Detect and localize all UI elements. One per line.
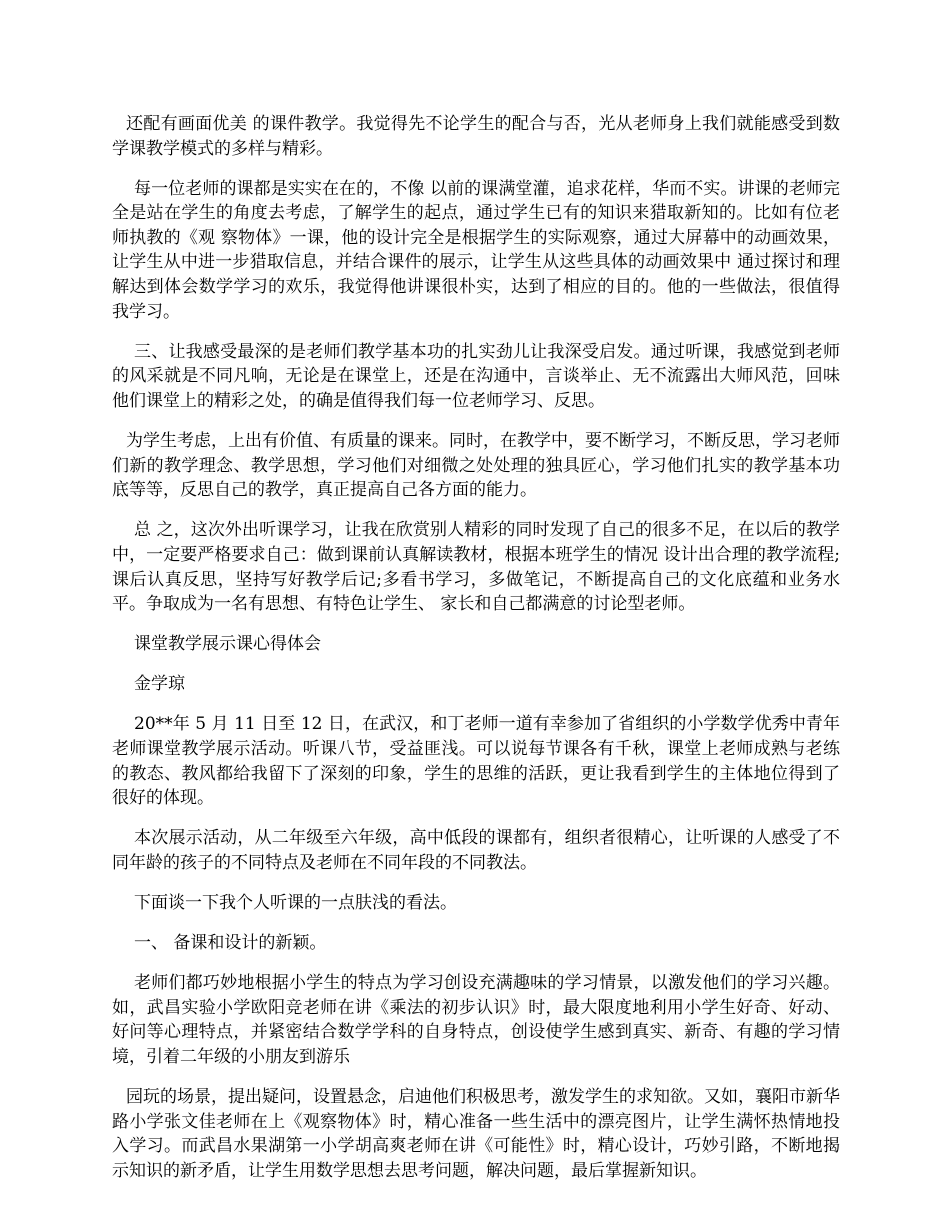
paragraph-event-scope: 本次展示活动，从二年级至六年级，高中低段的课都有，组织者很精心，让听课的人感受了不同年龄的孩子的不同特点及老师在不同年段的不同教法。 — [112, 828, 840, 873]
paragraph-learning-scenarios: 老师们都巧妙地根据小学生的特点为学习创设充满趣味的学习情景，以激发他们的学习兴趣。如，武昌实验小学欧阳竞老师在讲《乘法的初步认识》时，最大限度地利用小学生好奇、好动、好问等心理特点，并紧密结合数学学科的自身特点，创设使学生感到真实、新奇、有趣的学习情境，引着二年级的小朋友到游乐 — [112, 973, 840, 1067]
paragraph-teaching-skills: 三、让我感受最深的是老师们教学基本功的扎实劲儿让我深受启发。通过听课，我感觉到老师的风采就是不同凡响，无论是在课堂上，还是在沟通中，言谈举止、无不流露出大师风范，回味他们课堂上的精彩之处，的确是值得我们每一位老师学习、反思。 — [112, 341, 840, 411]
paragraph-summary: 总 之，这次外出听课学习，让我在欣赏别人精彩的同时发现了自己的很多不足，在以后的教学中，一定要严格要求自己：做到课前认真解读教材，根据本班学生的情况 设计出合理的教学流程;课后认真反思，坚持写好教学后记;多看书学习，多做笔记，不断提高自己的文化底蕴和业务水平。争取成为一名有思想、有特色让学生、 家长和自己都满意的讨论型老师。 — [112, 520, 840, 615]
paragraph-examples: 园玩的场景，提出疑问，设置悬念，启迪他们积极思考，激发学生的求知欲。又如，襄阳市新华路小学张文佳老师在上《观察物体》时，精心准备一些生活中的漂亮图片，让学生满怀热情地投入学习。而武昌水果湖第一小学胡高爽老师在讲《可能性》时，精心设计，巧妙引路，不断地揭示知识的新矛盾，让学生用数学思想去思考问题，解决问题，最后掌握新知识。 — [112, 1087, 840, 1181]
paragraph-courseware: 还配有画面优美 的课件教学。我觉得先不论学生的配合与否，光从老师身上我们就能感受到数学课教学模式的多样与精彩。 — [112, 114, 840, 159]
author-name: 金学琼 — [134, 674, 185, 695]
paragraph-practical-lessons: 每一位老师的课都是实实在在的，不像 以前的课满堂灌，追求花样，华而不实。讲课的老师完全是站在学生的角度去考虑，了解学生的起点，通过学生已有的知识来猎取新知的。比如有位老师执教的《观 察物体》一课，他的设计完全是根据学生的实际观察，通过大屏幕中的动画效果，让学生从中进一步猎取信息，并结合课件的展示，让学生从这些具体的动画效果中 通过探讨和理解达到体会数学学习的欢乐，我觉得他讲课很朴实，达到了相应的目的。他的一些做法，很值得我学习。 — [112, 178, 840, 322]
heading-point-one: 一、 备课和设计的新颖。 — [134, 933, 327, 954]
document-page — [112, 112, 840, 1199]
paragraph-opinion-intro: 下面谈一下我个人听课的一点肤浅的看法。 — [134, 892, 457, 913]
section-title: 课堂教学展示课心得体会 — [134, 634, 321, 655]
paragraph-quality-lessons: 为学生考虑，上出有价值、有质量的课来。同时，在教学中，要不断学习，不断反思，学习老师 们新的教学理念、教学思想，学习他们对细微之处处理的独具匠心，学习他们扎实的教学基本功底等等，反思自己的教学，真正提高自己各方面的能力。 — [112, 431, 840, 501]
paragraph-event-intro: 20**年 5 月 11 日至 12 日，在武汉，和丁老师一道有幸参加了省组织的小学数学优秀中青年老师课堂教学展示活动。听课八节，受益匪浅。可以说每节课各有千秋，课堂上老师成熟与老练的教态、教风都给我留下了深刻的印象，学生的思维的活跃，更让我看到学生的主体地位得到了很好的体现。 — [112, 714, 840, 809]
